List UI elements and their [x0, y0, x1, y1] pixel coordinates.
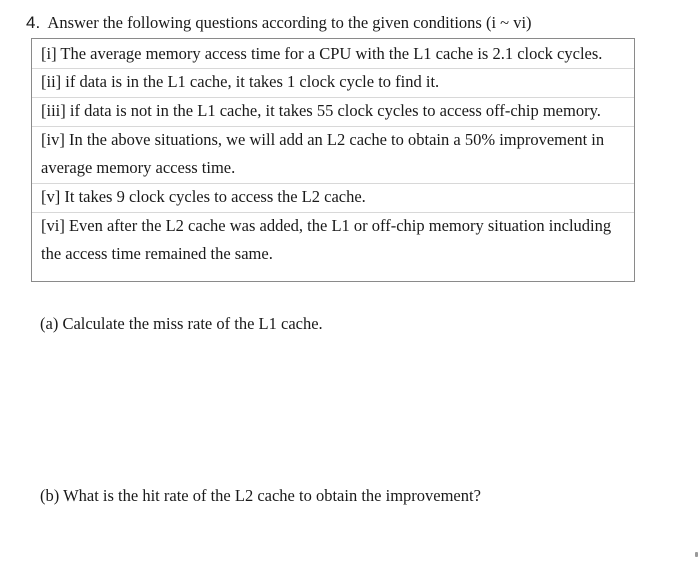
condition-i: [i] The average memory access time for a CPU with the L1 cache is 2.1 clock cycles. [41, 44, 603, 63]
row-divider [32, 97, 634, 98]
conditions-box [31, 38, 635, 282]
row-divider [32, 212, 634, 213]
row-divider [32, 126, 634, 127]
sub-question-b: (b) What is the hit rate of the L2 cache to obtain the improvement? [40, 486, 481, 505]
condition-vi: [vi] Even after the L2 cache was added, the L1 or off-chip memory situation including [41, 216, 612, 235]
condition-iv-continued: average memory access time. [41, 158, 236, 177]
question-title [26, 12, 532, 34]
condition-v: [v] It takes 9 clock cycles to access the L2 cache. [41, 187, 366, 206]
question-number: 4. [26, 13, 41, 32]
condition-iii: [iii] if data is not in the L1 cache, it takes 55 clock cycles to access off-chip memory. [41, 101, 601, 120]
row-divider [32, 68, 634, 69]
row-divider [32, 183, 634, 184]
question-prompt: Answer the following questions according to the given conditions (i ~ vi) [47, 13, 532, 32]
edge-mark [695, 552, 698, 557]
sub-question-a: (a) Calculate the miss rate of the L1 cache. [40, 314, 323, 333]
condition-iv: [iv] In the above situations, we will add an L2 cache to obtain a 50% improvement in [41, 130, 605, 149]
condition-vi-continued: the access time remained the same. [41, 244, 273, 263]
condition-ii: [ii] if data is in the L1 cache, it takes 1 clock cycle to find it. [41, 72, 440, 91]
